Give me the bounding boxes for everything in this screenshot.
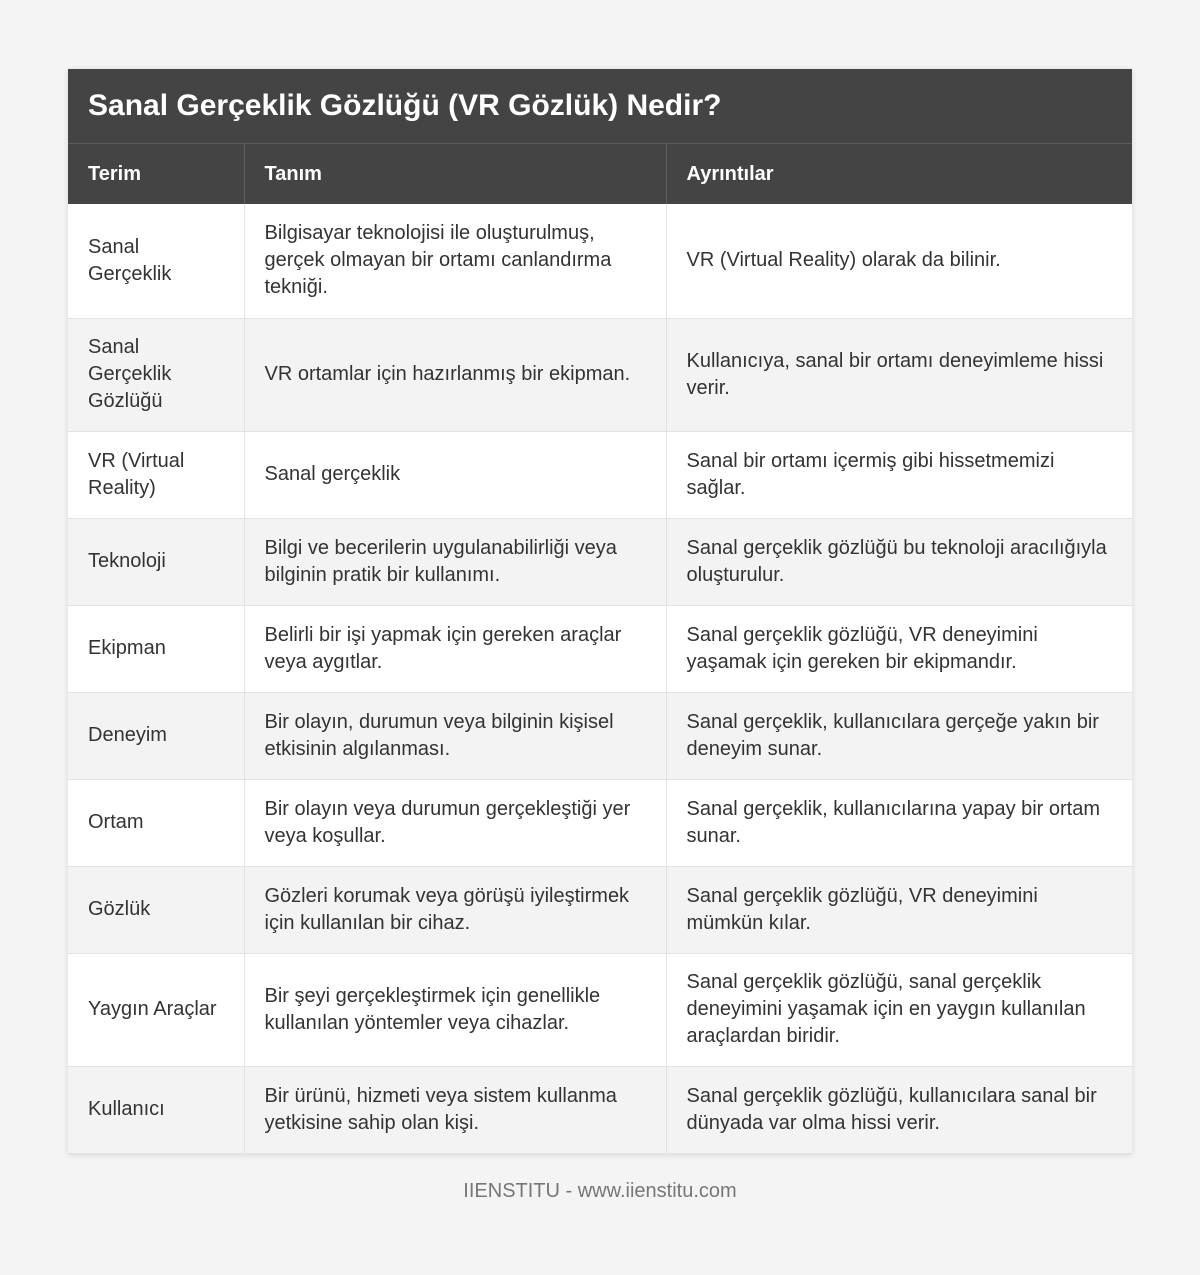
cell-term: Ekipman	[68, 605, 244, 692]
cell-definition: Belirli bir işi yapmak için gereken araçlar veya aygıtlar.	[244, 605, 666, 692]
cell-term: Teknoloji	[68, 518, 244, 605]
cell-term: Sanal Gerçeklik Gözlüğü	[68, 318, 244, 431]
terms-table	[68, 144, 1132, 1154]
column-header-details: Ayrıntılar	[666, 144, 1132, 204]
table-row	[68, 692, 1132, 779]
table-row	[68, 318, 1132, 431]
cell-definition: Bir olayın veya durumun gerçekleştiği yer veya koşullar.	[244, 779, 666, 866]
content-card	[68, 69, 1132, 1154]
cell-term: Gözlük	[68, 866, 244, 953]
cell-details: Sanal gerçeklik gözlüğü, sanal gerçeklik deneyimini yaşamak için en yaygın kullanılan araçlardan biridir.	[666, 953, 1132, 1066]
cell-details: Sanal gerçeklik, kullanıcılara gerçeğe yakın bir deneyim sunar.	[666, 692, 1132, 779]
table-title: Sanal Gerçeklik Gözlüğü (VR Gözlük) Nedir?	[68, 69, 1132, 144]
header-row	[68, 144, 1132, 204]
cell-definition: Bir olayın, durumun veya bilginin kişisel etkisinin algılanması.	[244, 692, 666, 779]
cell-details: Sanal gerçeklik gözlüğü, kullanıcılara sanal bir dünyada var olma hissi verir.	[666, 1066, 1132, 1153]
cell-details: Kullanıcıya, sanal bir ortamı deneyimleme hissi verir.	[666, 318, 1132, 431]
cell-term: Deneyim	[68, 692, 244, 779]
cell-term: Yaygın Araçlar	[68, 953, 244, 1066]
cell-term: VR (Virtual Reality)	[68, 431, 244, 518]
table-header	[68, 144, 1132, 204]
column-header-term: Terim	[68, 144, 244, 204]
table-row	[68, 779, 1132, 866]
cell-details: Sanal gerçeklik, kullanıcılarına yapay bir ortam sunar.	[666, 779, 1132, 866]
cell-definition: Bilgisayar teknolojisi ile oluşturulmuş, gerçek olmayan bir ortamı canlandırma tekniği.	[244, 204, 666, 318]
cell-definition: Bir şeyi gerçekleştirmek için genellikle kullanılan yöntemler veya cihazlar.	[244, 953, 666, 1066]
table-body	[68, 204, 1132, 1153]
cell-definition: Sanal gerçeklik	[244, 431, 666, 518]
table-row	[68, 431, 1132, 518]
table-row	[68, 953, 1132, 1066]
table-row	[68, 605, 1132, 692]
cell-definition: Bir ürünü, hizmeti veya sistem kullanma yetkisine sahip olan kişi.	[244, 1066, 666, 1153]
column-header-definition: Tanım	[244, 144, 666, 204]
table-row	[68, 518, 1132, 605]
footer-credit: IIENSTITU - www.iienstitu.com	[463, 1180, 737, 1202]
table-row	[68, 866, 1132, 953]
table-row	[68, 204, 1132, 318]
cell-definition: VR ortamlar için hazırlanmış bir ekipman.	[244, 318, 666, 431]
cell-details: VR (Virtual Reality) olarak da bilinir.	[666, 204, 1132, 318]
cell-details: Sanal gerçeklik gözlüğü, VR deneyimini mümkün kılar.	[666, 866, 1132, 953]
cell-details: Sanal gerçeklik gözlüğü bu teknoloji aracılığıyla oluşturulur.	[666, 518, 1132, 605]
cell-term: Sanal Gerçeklik	[68, 204, 244, 318]
cell-definition: Bilgi ve becerilerin uygulanabilirliği veya bilginin pratik bir kullanımı.	[244, 518, 666, 605]
cell-details: Sanal bir ortamı içermiş gibi hissetmemizi sağlar.	[666, 431, 1132, 518]
cell-definition: Gözleri korumak veya görüşü iyileştirmek için kullanılan bir cihaz.	[244, 866, 666, 953]
cell-details: Sanal gerçeklik gözlüğü, VR deneyimini yaşamak için gereken bir ekipmandır.	[666, 605, 1132, 692]
cell-term: Ortam	[68, 779, 244, 866]
table-row	[68, 1066, 1132, 1153]
cell-term: Kullanıcı	[68, 1066, 244, 1153]
